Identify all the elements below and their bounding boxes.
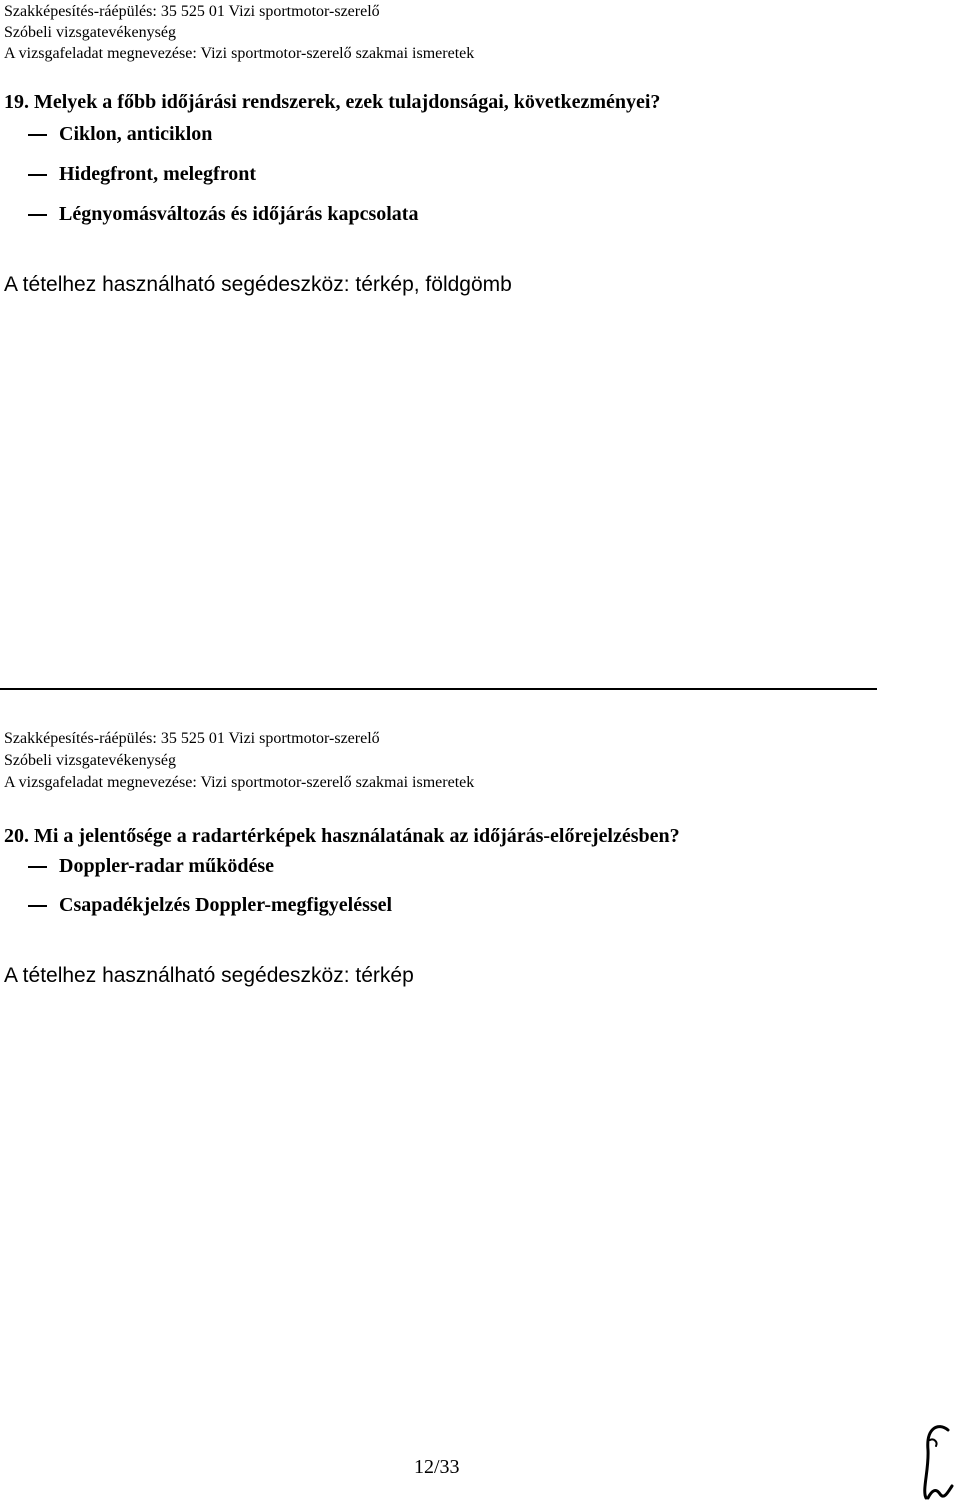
exam-header-qualification: Szakképesítés-ráépülés: 35 525 01 Vizi sportmotor-szerelő — [4, 3, 380, 20]
question-20-title: 20. Mi a jelentősége a radartérképek használatának az időjárás-előrejelzésben? — [4, 825, 680, 847]
page-number: 12/33 — [414, 1456, 460, 1478]
dash-bullet-icon — [28, 174, 47, 176]
question-20-bullet-1 — [28, 855, 274, 878]
question-19-bullet-3 — [28, 203, 418, 226]
bullet-text: Csapadékjelzés Doppler-megfigyeléssel — [59, 894, 393, 916]
question-20-tools: A tételhez használható segédeszköz: térkép — [4, 964, 414, 987]
question-19-tools: A tételhez használható segédeszköz: térkép, földgömb — [4, 273, 512, 296]
dash-bullet-icon — [28, 866, 47, 868]
handwritten-signature-icon — [918, 1420, 958, 1500]
section-divider — [0, 688, 877, 690]
exam-header-task-name: A vizsgafeladat megnevezése: Vizi sportmotor-szerelő szakmai ismeretek — [4, 774, 475, 791]
exam-header-qualification: Szakképesítés-ráépülés: 35 525 01 Vizi sportmotor-szerelő — [4, 730, 380, 747]
dash-bullet-icon — [28, 134, 47, 136]
exam-header-task-name: A vizsgafeladat megnevezése: Vizi sportmotor-szerelő szakmai ismeretek — [4, 45, 475, 62]
bullet-text: Hidegfront, melegfront — [59, 163, 257, 185]
bullet-text: Légnyomásváltozás és időjárás kapcsolata — [59, 203, 419, 225]
dash-bullet-icon — [28, 214, 47, 216]
question-19-title: 19. Melyek a főbb időjárási rendszerek, ezek tulajdonságai, következményei? — [4, 91, 661, 113]
dash-bullet-icon — [28, 905, 47, 907]
bullet-text: Doppler-radar működése — [59, 855, 274, 877]
question-19-bullet-2 — [28, 163, 256, 186]
exam-header-activity: Szóbeli vizsgatevékenység — [4, 24, 176, 41]
exam-header-activity: Szóbeli vizsgatevékenység — [4, 752, 176, 769]
question-19-bullet-1 — [28, 123, 212, 146]
question-20-bullet-2 — [28, 894, 392, 917]
bullet-text: Ciklon, anticiklon — [59, 123, 213, 145]
